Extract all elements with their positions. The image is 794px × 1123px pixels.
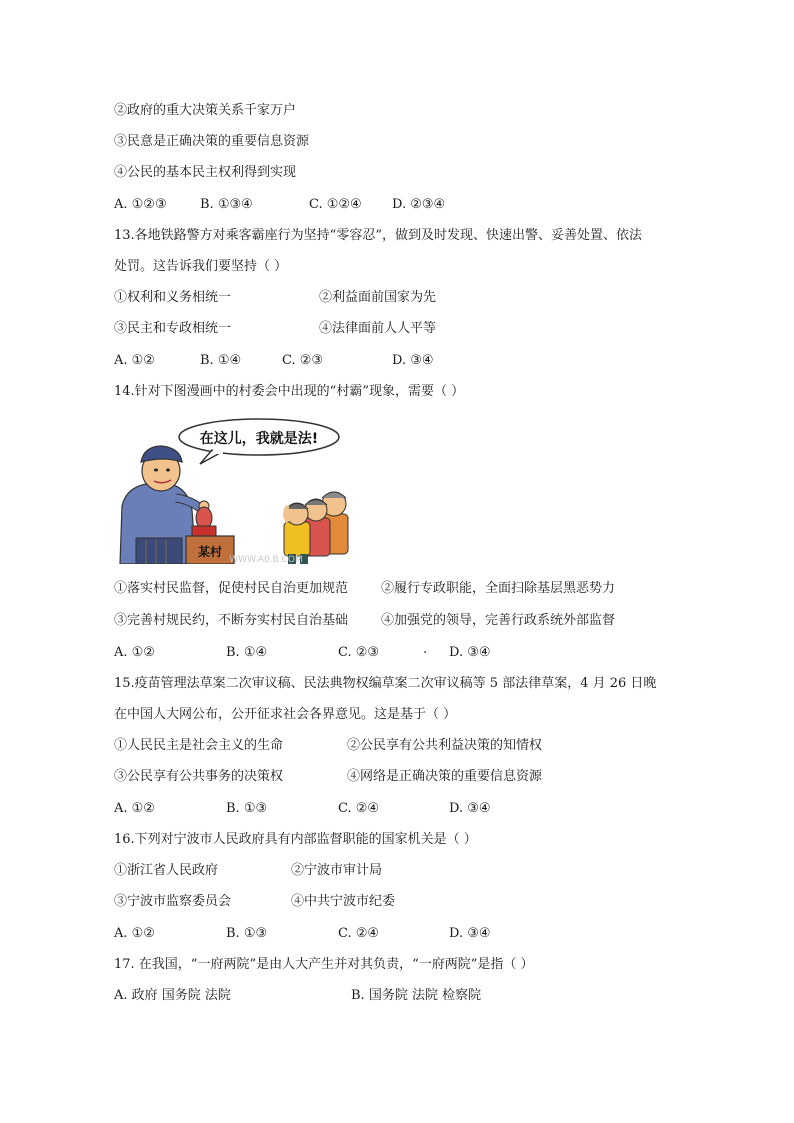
q13-item-2: ②利益面前国家为先 — [319, 290, 437, 305]
q16-option-a: A. ①② — [114, 926, 155, 941]
q13-option-b: B. ①④ — [200, 353, 242, 368]
q15-stem-line-1: 15.疫苗管理法草案二次审议稿、民法典物权编草案二次审议稿等 5 部法律草案，4 月 26 日晚 — [114, 676, 657, 691]
q15-option-d: D. ③④ — [449, 801, 491, 816]
q14-item-4: ④加强党的领导，完善行政系统外部监督 — [381, 613, 616, 628]
q13-option-d: D. ③④ — [392, 353, 434, 368]
q14-item-1: ①落实村民监督，促使村民自治更加规范 — [114, 581, 349, 596]
q17-stem: 17. 在我国，“一府两院”是由人大产生并对其负责，“一府两院”是指（ ） — [114, 957, 534, 972]
q15-option-a: A. ①② — [114, 801, 155, 816]
q17-option-b: B. 国务院 法院 检察院 — [351, 988, 482, 1003]
q14-option-b: B. ①④ — [226, 645, 268, 660]
q13-option-a: A. ①② — [114, 353, 155, 368]
speech-bubble — [179, 419, 339, 464]
q16-stem: 16.下列对宁波市人民政府具有内部监督职能的国家机关是（ ） — [114, 832, 477, 847]
q16-option-b: B. ①③ — [226, 926, 268, 941]
q15-item-2: ②公民享有公共利益决策的知情权 — [347, 738, 543, 753]
q13-option-c: C. ②③ — [282, 353, 324, 368]
village-tyrant-cartoon — [116, 418, 364, 564]
q13-item-4: ④法律面前人人平等 — [319, 321, 437, 336]
q17-option-a: A. 政府 国务院 法院 — [114, 988, 231, 1003]
q13-item-3: ③民主和专政相统一 — [114, 321, 232, 336]
q12-option-b: B. ①③④ — [200, 197, 253, 212]
villagers — [284, 492, 348, 564]
q14-item-2: ②履行专政职能，全面扫除基层黑恶势力 — [381, 581, 616, 596]
q16-item-2: ②宁波市审计局 — [291, 863, 383, 878]
q14-option-d: D. ③④ — [449, 645, 491, 660]
q16-item-1: ①浙江省人民政府 — [114, 863, 219, 878]
cartoon-watermark: WWW.A0.B.COM — [229, 555, 303, 564]
q15-item-4: ④网络是正确决策的重要信息资源 — [347, 769, 543, 784]
q14-item-3: ③完善村规民约，不断夯实村民自治基础 — [114, 613, 349, 628]
q13-stem-line-2: 处罚。这告诉我们要坚持（ ） — [114, 259, 288, 274]
q15-stem-line-2: 在中国人大网公布，公开征求社会各界意见。这是基于（ ） — [114, 707, 457, 722]
q12-option-a: A. ①②③ — [114, 197, 167, 212]
q14-stray-dot: . — [423, 642, 428, 657]
q16-item-3: ③宁波市监察委员会 — [114, 894, 232, 909]
q14-option-a: A. ①② — [114, 645, 155, 660]
q13-stem-line-1: 13.各地铁路警方对乘客霸座行为坚持“零容忍”，做到及时发现、快速出警、妥善处置、依法 — [114, 228, 642, 243]
village-seal — [192, 507, 216, 536]
q15-item-3: ③公民享有公共事务的决策权 — [114, 769, 284, 784]
q12-item-2: ②政府的重大决策关系千家万户 — [114, 103, 297, 118]
q14-stem: 14.针对下图漫画中的村委会中出现的“村霸”现象，需要（ ） — [114, 384, 465, 399]
q16-item-4: ④中共宁波市纪委 — [291, 894, 396, 909]
q12-item-4: ④公民的基本民主权利得到实现 — [114, 165, 297, 180]
desk-sign-text: 某村 — [197, 545, 223, 559]
q16-option-c: C. ②④ — [338, 926, 380, 941]
q16-option-d: D. ③④ — [449, 926, 491, 941]
q12-item-3: ③民意是正确决策的重要信息资源 — [114, 134, 310, 149]
q15-option-b: B. ①③ — [226, 801, 268, 816]
speech-text: 在这儿，我就是法! — [199, 431, 319, 447]
q13-item-1: ①权利和义务相统一 — [114, 290, 232, 305]
q12-option-d: D. ②③④ — [392, 197, 446, 212]
village-desk — [186, 536, 234, 564]
q15-option-c: C. ②④ — [338, 801, 380, 816]
q14-option-c: C. ②③ — [338, 645, 380, 660]
q12-option-c: C. ①②④ — [309, 197, 362, 212]
q15-item-1: ①人民民主是社会主义的生命 — [114, 738, 284, 753]
